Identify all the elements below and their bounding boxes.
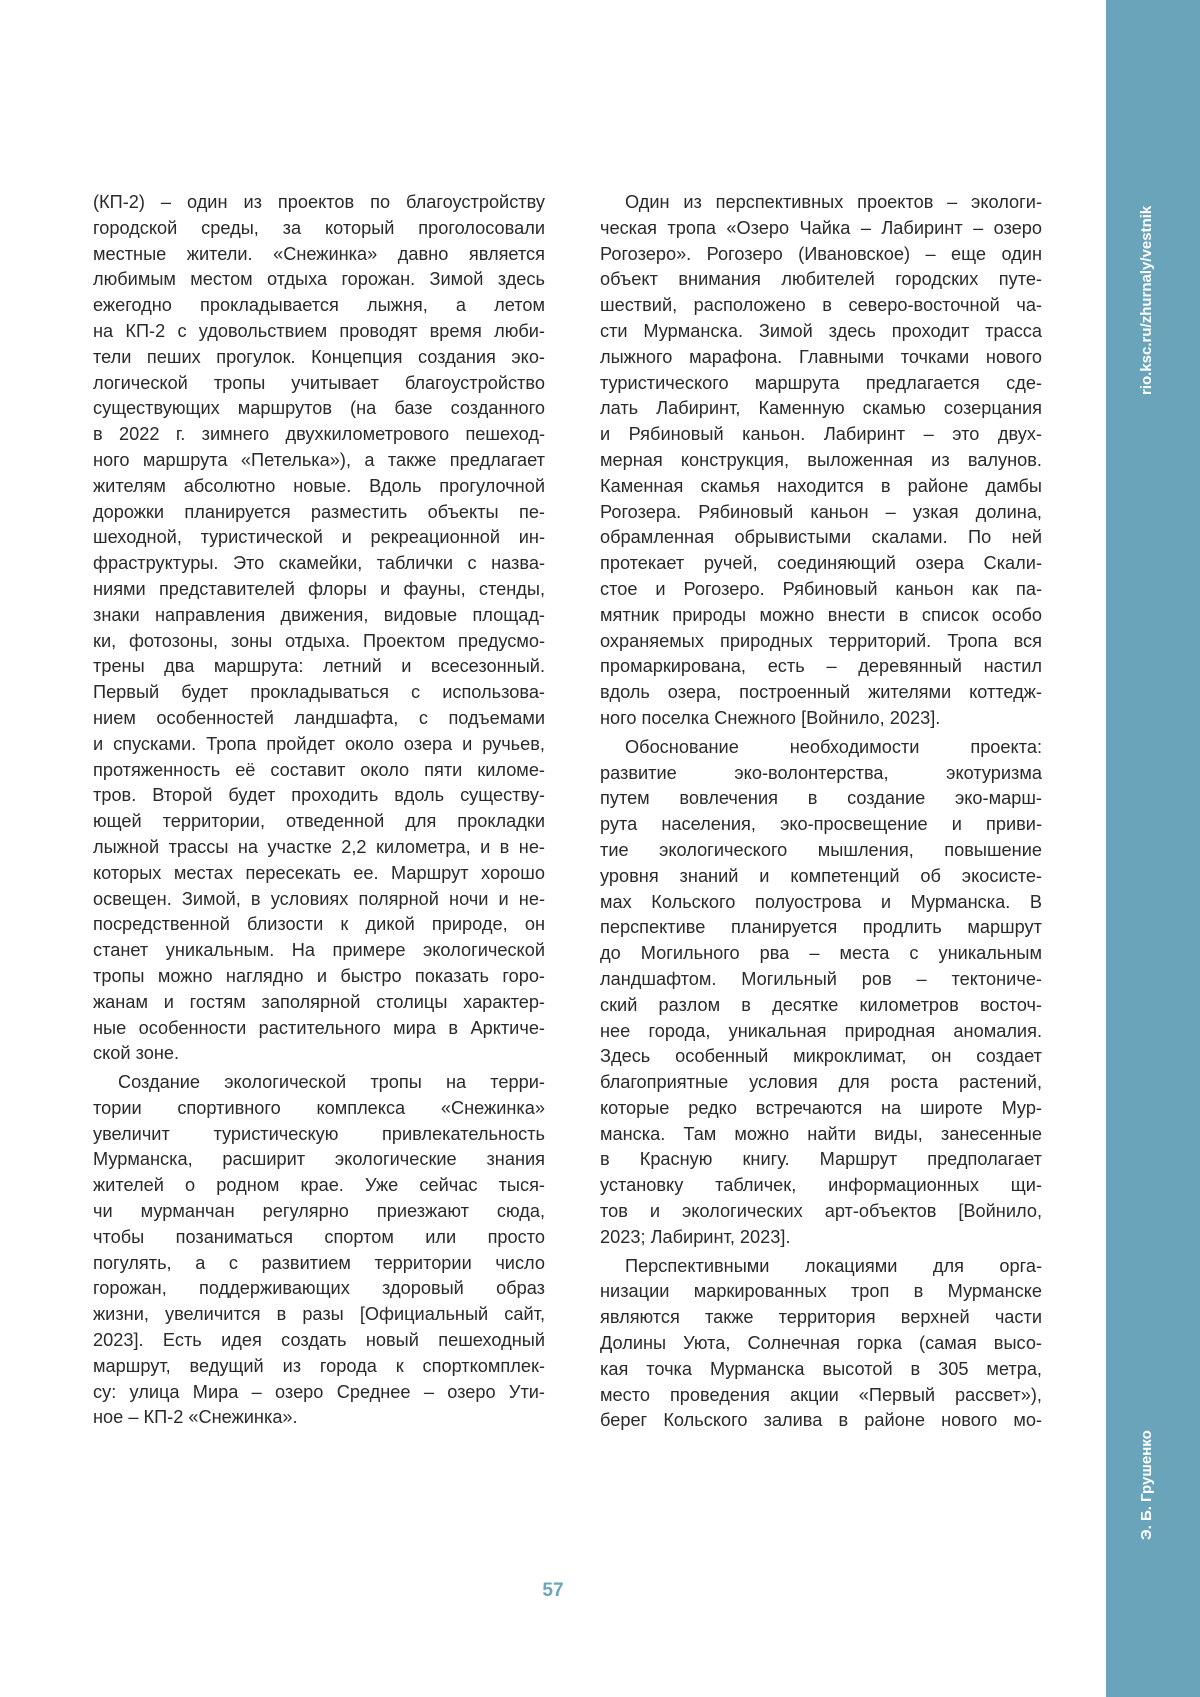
text-line: являются также территория верхней части bbox=[600, 1305, 1042, 1331]
text-line: Рогозера. Рябиновый каньон – узкая долина, bbox=[600, 500, 1042, 526]
text-line: охраняемых природных территорий. Тропа вся bbox=[600, 629, 1042, 655]
text-line: туристического маршрута предлагается сде- bbox=[600, 371, 1042, 397]
text-line: обрамленная обрывистыми скалами. По ней bbox=[600, 525, 1042, 551]
text-line: ческая тропа «Озеро Чайка – Лабиринт – озеро bbox=[600, 216, 1042, 242]
text-line: дорожки планируется разместить объекты пе- bbox=[93, 500, 545, 526]
paragraph bbox=[600, 1254, 1042, 1435]
text-line: лать Лабиринт, Каменную скамью созерцания bbox=[600, 396, 1042, 422]
text-line: 2023]. Есть идея создать новый пешеходный bbox=[93, 1328, 545, 1354]
paragraph bbox=[600, 735, 1042, 1251]
text-line: берег Кольского залива в районе нового мо- bbox=[600, 1408, 1042, 1434]
text-line: станет уникальным. На примере экологической bbox=[93, 938, 545, 964]
text-line: рута населения, эко-просвещение и приви- bbox=[600, 812, 1042, 838]
text-line: городской среды, за который проголосовали bbox=[93, 216, 545, 242]
text-line: ки, фотозоны, зоны отдыха. Проектом предусмо- bbox=[93, 629, 545, 655]
text-line: Перспективными локациями для орга- bbox=[600, 1254, 1042, 1280]
page-number: 57 bbox=[0, 1580, 1106, 1602]
text-line: посредственной близости к дикой природе, он bbox=[93, 912, 545, 938]
text-line: Первый будет прокладываться с использова- bbox=[93, 680, 545, 706]
text-line: лыжного марафона. Главными точками нового bbox=[600, 345, 1042, 371]
text-line: тие экологического мышления, повышение bbox=[600, 838, 1042, 864]
paragraph bbox=[600, 190, 1042, 732]
text-line: знаки направления движения, видовые площад- bbox=[93, 603, 545, 629]
text-line: Каменная скамья находится в районе дамбы bbox=[600, 474, 1042, 500]
text-line: вдоль озера, построенный жителями коттедж- bbox=[600, 680, 1042, 706]
text-line: тров. Второй будет проходить вдоль существу- bbox=[93, 783, 545, 809]
text-line: ской зоне. bbox=[93, 1041, 545, 1067]
text-line: тов и экологических арт-объектов [Войнило, bbox=[600, 1199, 1042, 1225]
text-line: освещен. Зимой, в условиях полярной ночи и не- bbox=[93, 887, 545, 913]
text-line: манска. Там можно найти виды, занесенные bbox=[600, 1122, 1042, 1148]
text-line: протяженность её составит около пяти киломе- bbox=[93, 758, 545, 784]
text-line: ниями представителей флоры и фауны, стенды, bbox=[93, 577, 545, 603]
text-line: стое и Рогозеро. Рябиновый каньон как па- bbox=[600, 577, 1042, 603]
text-line: на КП-2 с удовольствием проводят время люби- bbox=[93, 319, 545, 345]
text-line: ющей территории, отведенной для прокладки bbox=[93, 809, 545, 835]
text-line: фраструктуры. Это скамейки, таблички с назва- bbox=[93, 551, 545, 577]
text-column-left bbox=[93, 190, 545, 1434]
text-line: шествий, расположено в северо-восточной ча- bbox=[600, 293, 1042, 319]
text-line: трены два маршрута: летний и всесезонный. bbox=[93, 654, 545, 680]
text-line: ежегодно прокладывается лыжня, а летом bbox=[93, 293, 545, 319]
text-line: Один из перспективных проектов – экологи- bbox=[600, 190, 1042, 216]
text-line: развитие эко-волонтерства, экотуризма bbox=[600, 761, 1042, 787]
text-line: нием особенностей ландшафта, с подъемами bbox=[93, 706, 545, 732]
text-line: местные жители. «Снежинка» давно является bbox=[93, 242, 545, 268]
text-line: Рогозеро». Рогозеро (Ивановское) – еще один bbox=[600, 242, 1042, 268]
text-line: погулять, а с развитием территории число bbox=[93, 1251, 545, 1277]
text-line: шеходной, туристической и рекреационной ин- bbox=[93, 525, 545, 551]
text-line: уровня знаний и компетенций об экосисте- bbox=[600, 864, 1042, 890]
text-line: и спусками. Тропа пройдет около озера и ручьев, bbox=[93, 732, 545, 758]
text-line: мах Кольского полуострова и Мурманска. В bbox=[600, 890, 1042, 916]
text-line: ное – КП-2 «Снежинка». bbox=[93, 1405, 545, 1431]
text-line: (КП-2) – один из проектов по благоустройству bbox=[93, 190, 545, 216]
text-line: Здесь особенный микроклимат, он создает bbox=[600, 1044, 1042, 1070]
text-line: промаркирована, есть – деревянный настил bbox=[600, 654, 1042, 680]
text-line: 2023; Лабиринт, 2023]. bbox=[600, 1225, 1042, 1251]
text-line: Обоснование необходимости проекта: bbox=[600, 735, 1042, 761]
text-line: сти Мурманска. Зимой здесь проходит трасса bbox=[600, 319, 1042, 345]
text-line: лыжной трассы на участке 2,2 километра, и в не- bbox=[93, 835, 545, 861]
text-line: горожан, поддерживающих здоровый образ bbox=[93, 1276, 545, 1302]
text-line: мятник природы можно внести в список особо bbox=[600, 603, 1042, 629]
text-line: чи мурманчан регулярно приезжают сюда, bbox=[93, 1199, 545, 1225]
running-author: Э. Б. Грушенко bbox=[1138, 1430, 1155, 1540]
text-line: в Красную книгу. Маршрут предполагает bbox=[600, 1147, 1042, 1173]
text-line: Создание экологической тропы на терри- bbox=[93, 1070, 545, 1096]
journal-url: rio.ksc.ru/zhurnaly/vestnik bbox=[1138, 206, 1155, 395]
text-line: ский разлом в десятке километров восточ- bbox=[600, 993, 1042, 1019]
text-line: тропы можно наглядно и быстро показать горо- bbox=[93, 964, 545, 990]
text-line: жителям абсолютно новые. Вдоль прогулочной bbox=[93, 474, 545, 500]
text-line: путем вовлечения в создание эко-марш- bbox=[600, 786, 1042, 812]
text-line: маршрут, ведущий из города к спорткомплек- bbox=[93, 1354, 545, 1380]
text-line: которые редко встречаются на широте Мур- bbox=[600, 1096, 1042, 1122]
text-line: место проведения акции «Первый рассвет»), bbox=[600, 1383, 1042, 1409]
text-line: жанам и гостям заполярной столицы характер- bbox=[93, 990, 545, 1016]
text-line: перспективе планируется продлить маршрут bbox=[600, 915, 1042, 941]
text-line: объект внимания любителей городских путе- bbox=[600, 267, 1042, 293]
text-line: ные особенности растительного мира в Арктиче- bbox=[93, 1016, 545, 1042]
text-line: тели пеших прогулок. Концепция создания эко- bbox=[93, 345, 545, 371]
text-line: жизни, увеличится в разы [Официальный сайт, bbox=[93, 1302, 545, 1328]
text-line: до Могильного рва – места с уникальным bbox=[600, 941, 1042, 967]
text-line: установку табличек, информационных щи- bbox=[600, 1173, 1042, 1199]
text-line: увеличит туристическую привлекательность bbox=[93, 1122, 545, 1148]
text-line: в 2022 г. зимнего двухкилометрового пешеход- bbox=[93, 422, 545, 448]
text-line: кая точка Мурманска высотой в 305 метра, bbox=[600, 1357, 1042, 1383]
text-line: любимым местом отдыха горожан. Зимой здесь bbox=[93, 267, 545, 293]
text-line: тории спортивного комплекса «Снежинка» bbox=[93, 1096, 545, 1122]
text-line: Долины Уюта, Солнечная горка (самая высо- bbox=[600, 1331, 1042, 1357]
text-line: чтобы позаниматься спортом или просто bbox=[93, 1225, 545, 1251]
paragraph bbox=[93, 1070, 545, 1431]
text-line: мерная конструкция, выложенная из валунов. bbox=[600, 448, 1042, 474]
text-line: Мурманска, расширит экологические знания bbox=[93, 1147, 545, 1173]
text-line: которых местах пересекать ее. Маршрут хорошо bbox=[93, 861, 545, 887]
text-column-right bbox=[600, 190, 1042, 1437]
text-line: ного маршрута «Петелька»), а также предлагает bbox=[93, 448, 545, 474]
text-line: су: улица Мира – озеро Среднее – озеро Ути- bbox=[93, 1380, 545, 1406]
text-line: ного поселка Снежного [Войнило, 2023]. bbox=[600, 706, 1042, 732]
text-line: низации маркированных троп в Мурманске bbox=[600, 1279, 1042, 1305]
text-line: благоприятные условия для роста растений, bbox=[600, 1070, 1042, 1096]
text-line: существующих маршрутов (на базе созданного bbox=[93, 396, 545, 422]
text-line: протекает ручей, соединяющий озера Скали- bbox=[600, 551, 1042, 577]
text-line: ландшафтом. Могильный ров – тектониче- bbox=[600, 967, 1042, 993]
paragraph bbox=[93, 190, 545, 1067]
text-line: логической тропы учитывает благоустройство bbox=[93, 371, 545, 397]
text-line: нее города, уникальная природная аномалия. bbox=[600, 1019, 1042, 1045]
text-line: и Рябиновый каньон. Лабиринт – это двух- bbox=[600, 422, 1042, 448]
text-line: жителей о родном крае. Уже сейчас тыся- bbox=[93, 1173, 545, 1199]
